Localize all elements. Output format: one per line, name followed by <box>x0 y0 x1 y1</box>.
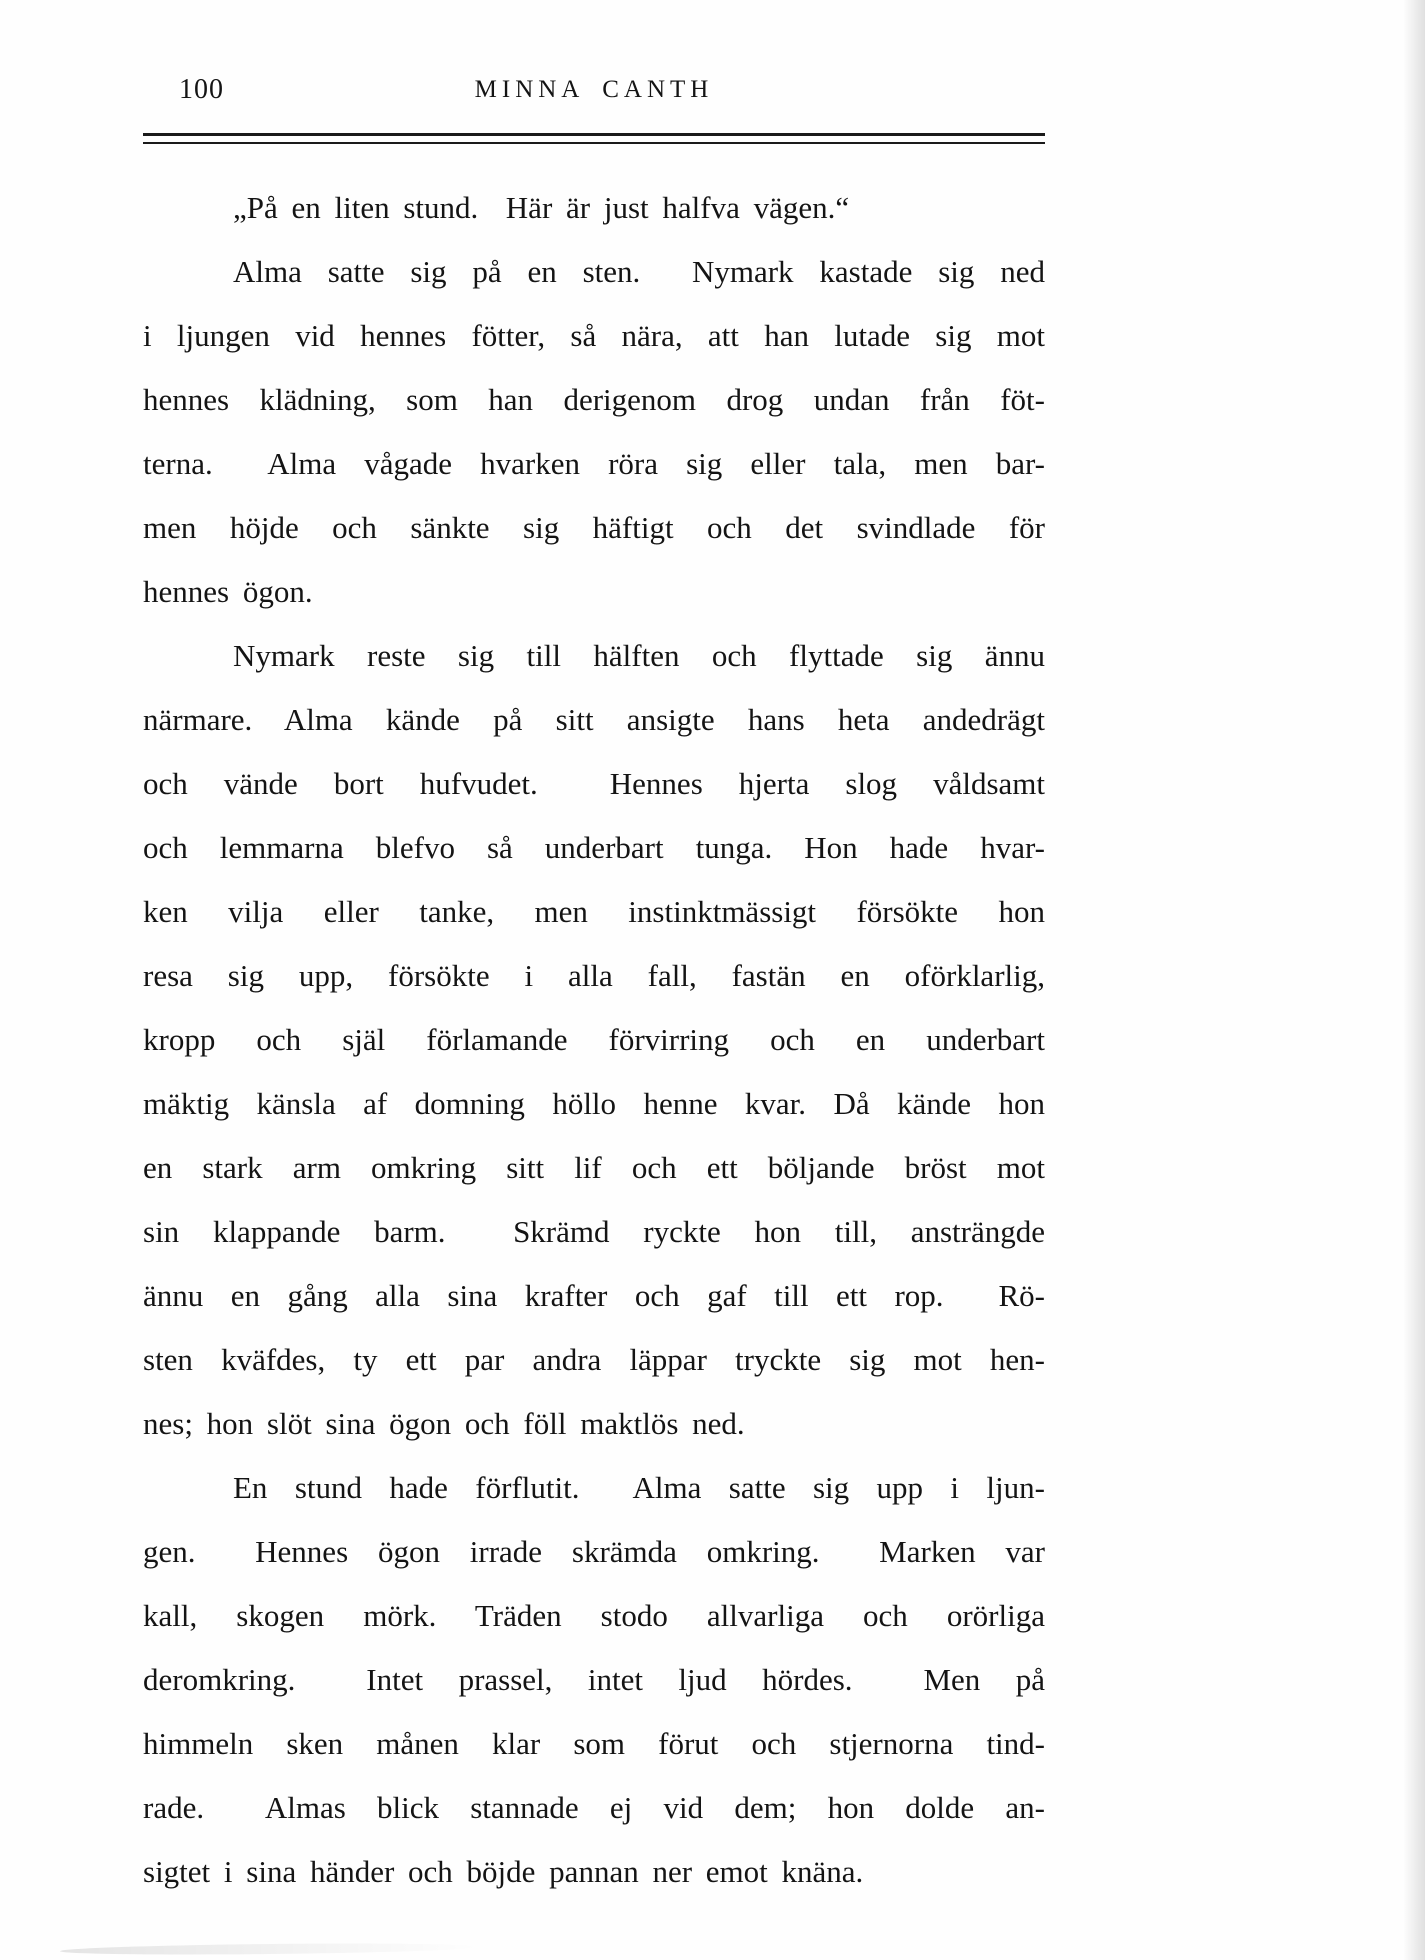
text-line: En stund hade förflutit. Alma satte sig upp i ljun- <box>233 1470 1045 1505</box>
text-line: och vände bort hufvudet. Hennes hjerta slog våldsamt <box>143 766 1045 801</box>
text-line: mäktig känsla af domning höllo henne kvar. Då kände hon <box>143 1086 1045 1121</box>
text-line: nes; hon slöt sina ögon och föll maktlös ned. <box>143 1406 745 1441</box>
text-line: i ljungen vid hennes fötter, så nära, att han lutade sig mot <box>143 318 1045 353</box>
body-text <box>143 176 1045 1904</box>
text-line: ken vilja eller tanke, men instinktmässigt försökte hon <box>143 894 1045 929</box>
header-rule <box>143 133 1045 144</box>
text-line: och lemmarna blefvo så underbart tunga. Hon hade hvar- <box>143 830 1045 865</box>
text-line: men höjde och sänkte sig häftigt och det svindlade för <box>143 510 1045 545</box>
text-line: „På en liten stund. Här är just halfva vägen.“ <box>233 190 850 225</box>
text-line: ännu en gång alla sina krafter och gaf till ett rop. Rö- <box>143 1278 1045 1313</box>
text-line: närmare. Alma kände på sitt ansigte hans heta andedrägt <box>143 702 1045 737</box>
text-line: deromkring. Intet prassel, intet ljud hördes. Men på <box>143 1662 1045 1697</box>
text-line: sin klappande barm. Skrämd ryckte hon till, ansträngde <box>143 1214 1045 1249</box>
text-line: rade. Almas blick stannade ej vid dem; hon dolde an- <box>143 1790 1045 1825</box>
text-line: sten kväfdes, ty ett par andra läppar tryckte sig mot hen- <box>143 1342 1045 1377</box>
text-line: hennes klädning, som han derigenom drog undan från föt- <box>143 382 1045 417</box>
text-line: sigtet i sina händer och böjde pannan ner emot knäna. <box>143 1854 864 1889</box>
text-line: terna. Alma vågade hvarken röra sig eller tala, men bar- <box>143 446 1045 481</box>
text-line: resa sig upp, försökte i alla fall, fastän en oförklarlig, <box>143 958 1045 993</box>
scan-smudge <box>60 1942 480 1956</box>
text-line: en stark arm omkring sitt lif och ett böljande bröst mot <box>143 1150 1045 1185</box>
text-line: Nymark reste sig till hälften och flyttade sig ännu <box>233 638 1045 673</box>
text-line: Alma satte sig på en sten. Nymark kastade sig ned <box>233 254 1045 289</box>
text-line: kall, skogen mörk. Träden stodo allvarliga och orörliga <box>143 1598 1045 1633</box>
running-title: MINNA CANTH <box>474 76 714 103</box>
text-line: gen. Hennes ögon irrade skrämda omkring. Marken var <box>143 1534 1045 1569</box>
page-header <box>143 74 1045 114</box>
text-line: kropp och själ förlamande förvirring och en underbart <box>143 1022 1045 1057</box>
text-line: hennes ögon. <box>143 574 313 609</box>
text-line: himmeln sken månen klar som förut och stjernorna tind- <box>143 1726 1045 1761</box>
scan-edge-shadow <box>1403 0 1425 1960</box>
page-number: 100 <box>179 74 224 105</box>
